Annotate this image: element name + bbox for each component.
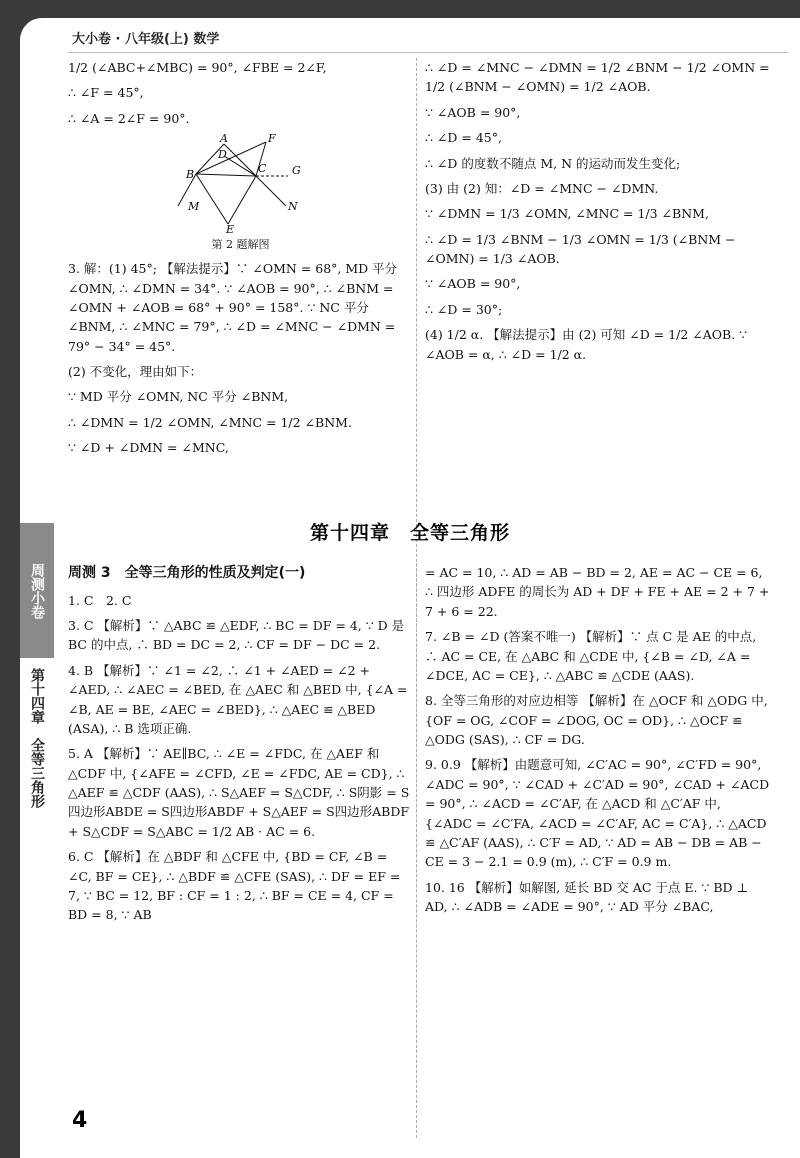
text-line: ∴ ∠D = ∠MNC − ∠DMN = 1/2 ∠BNM − 1/2 ∠OMN = 1/2 (∠BNM − ∠OMN) = 1/2 ∠AOB.: [425, 60, 770, 95]
text-line: ∴ ∠D = 45°,: [425, 130, 502, 146]
label-F: F: [268, 132, 276, 146]
text-line: ∴ ∠D = 30°;: [425, 301, 503, 317]
label-D: D: [218, 148, 227, 162]
answer-item: 7. ∠B = ∠D (答案不唯一) 【解析】∵ 点 C 是 AE 的中点, ∴ AC = CE, 在 △ABC 和 △CDE 中, {∠B = ∠D, ∠A = ∠DCE, AC = CE}, ∴ △ABC ≌ △CDE (AAS).: [425, 629, 757, 683]
text-line: ∴ ∠F = 45°,: [68, 85, 144, 101]
answer-item: 1. C 2. C: [68, 592, 132, 608]
column-divider-bottom: [416, 563, 417, 1123]
text-line: (4) 1/2 α. 【解法提示】由 (2) 可知 ∠D = 1/2 ∠AOB. ∵ ∠AOB = α, ∴ ∠D = 1/2 α.: [425, 327, 748, 362]
answer-item: = AC = 10, ∴ AD = AB − BD = 2, AE = AC − CE = 6, ∴ 四边形 ADFE 的周长为 AD + DF + FE + AE = 2 + 7 + 7 + 6 = 22.: [425, 565, 770, 619]
header-rule: [68, 52, 788, 53]
answer-item: 8. 全等三角形的对应边相等 【解析】在 △OCF 和 △ODG 中, {OF = OG, ∠COF = ∠DOG, OC = OD}, ∴ △OCF ≌ △ODG (SAS), ∴ CF = DG.: [425, 693, 768, 747]
segment-BC: [196, 174, 256, 176]
answer-item: 4. B 【解析】∵ ∠1 = ∠2, ∴ ∠1 + ∠AED = ∠2 + ∠AED, ∴ ∠AEC = ∠BED, 在 △AEC 和 △BED 中, {∠A = ∠B, AE = BE, ∠AEC = ∠BED}, ∴ △AEC ≌ △BED (ASA), ∴ B 选项正确.: [68, 662, 408, 736]
segment-BE: [196, 174, 228, 224]
left-column-top: [68, 58, 413, 464]
text-line: 1/2 (∠ABC+∠MBC) = 90°, ∠FBE = 2∠F,: [68, 60, 327, 75]
chapter-title: 第十四章 全等三角形: [309, 522, 510, 544]
segment-DC: [224, 156, 256, 176]
text-line: ∴ ∠A = 2∠F = 90°.: [68, 110, 190, 126]
segment-BF: [196, 142, 266, 174]
label-C: C: [258, 162, 267, 176]
text-line: 3. 解：(1) 45°; 【解法提示】∵ ∠OMN = 68°, MD 平分 ∠OMN, ∴ ∠DMN = 34°. ∵ ∠AOB = 90°, ∴ ∠BNM = ∠OMN + ∠AOB = 68° + 90° = 158°. ∵ NC 平分 ∠BNM, ∴ ∠MNC = 79°, ∴ ∠D = ∠MNC − ∠DMN = 79° − 34° = 45°.: [68, 261, 398, 354]
label-M: M: [188, 200, 200, 214]
answer-item: 6. C 【解析】在 △BDF 和 △CFE 中, {BD = CF, ∠B = ∠C, BF = CE}, ∴ △BDF ≌ △CFE (SAS), ∴ DF = EF = 7, ∵ BC = 12, BF : CF = 1 : 2, ∴ BF = CE = 4, CF = BD = 8, ∵ AB: [68, 849, 401, 923]
text-line: ∵ ∠AOB = 90°,: [425, 276, 521, 292]
page: [20, 18, 800, 1158]
label-B: B: [186, 168, 195, 182]
answer-item: 10. 16 【解析】如解图, 延长 BD 交 AC 于点 E. ∵ BD ⊥ AD, ∴ ∠ADB = ∠ADE = 90°, ∵ AD 平分 ∠BAC,: [425, 879, 749, 914]
side-tab-series: 周测小卷: [20, 523, 54, 658]
text-line: (3) 由 (2) 知：∠D = ∠MNC − ∠DMN.: [425, 180, 659, 196]
section-title: 周测 3 全等三角形的性质及判定(一): [68, 565, 306, 581]
text-line: ∴ ∠DMN = 1/2 ∠OMN, ∠MNC = 1/2 ∠BNM.: [68, 414, 352, 430]
label-E: E: [226, 223, 235, 237]
answer-item: 3. C 【解析】∵ △ABC ≌ △EDF, ∴ BC = DF = 4, ∵ D 是 BC 的中点, ∴ BD = DC = 2, ∴ CF = DF − DC = 2.: [68, 618, 405, 653]
running-header: 大小卷 · 八年级(上) 数学: [72, 32, 220, 47]
text-line: ∵ ∠AOB = 90°,: [425, 104, 521, 120]
figure-caption: 第 2 题解图: [211, 238, 270, 252]
text-line: ∵ ∠DMN = 1/3 ∠OMN, ∠MNC = 1/3 ∠BNM,: [425, 206, 709, 222]
right-column-top: [425, 58, 770, 370]
label-G: G: [292, 164, 301, 178]
side-tab-chapter: 第十四章 全等三角形: [29, 668, 45, 808]
text-line: (2) 不变化，理由如下：: [68, 364, 203, 380]
text-line: ∴ ∠D 的度数不随点 M, N 的运动而发生变化;: [425, 155, 681, 171]
answer-item: 5. A 【解析】∵ AE∥BC, ∴ ∠E = ∠FDC, 在 △AEF 和 △CDF 中, {∠AFE = ∠CFD, ∠E = ∠FDC, AE = CD}, ∴ △AEF ≌ △CDF (AAS), ∴ S△AEF = S△CDF, ∴ S阴影 = S四边形ABDE = S四边形ABDF + S△AEF = S四边形ABDF + S△CDF = S△ABC = 1/2 AB · AC = 6.: [68, 746, 410, 839]
text-line: ∴ ∠D = 1/3 ∠BNM − 1/3 ∠OMN = 1/3 (∠BNM − ∠OMN) = 1/3 ∠AOB.: [425, 231, 736, 266]
segment-CE: [228, 176, 256, 224]
text-line: ∵ ∠D + ∠DMN = ∠MNC,: [68, 440, 229, 456]
label-N: N: [288, 200, 298, 214]
right-column-bottom: [425, 563, 770, 922]
label-A: A: [220, 132, 228, 146]
page-number: 4: [72, 1108, 88, 1133]
answer-item: 9. 0.9 【解析】由题意可知, ∠C′AC = 90°, ∠C′FD = 90°, ∠ADC = 90°, ∵ ∠CAD + ∠C′AD = 90°, ∠CAD + ∠ACD = 90°, ∴ ∠ACD = ∠C′AF, 在 △ACD 和 △C′AF 中, {∠ADC = ∠C′FA, ∠ACD = ∠C′AF, AC = C′A}, ∴ △ACD ≌ △C′AF (AAS), ∴ C′F = AD, ∵ AD = AB − DB = AB − CE = 3 − 2.1 = 0.9 (m), ∴ C′F = 0.9 m.: [425, 757, 770, 870]
left-column-bottom: [68, 563, 413, 931]
text-line: ∵ MD 平分 ∠OMN, NC 平分 ∠BNM,: [68, 389, 289, 405]
segment-CN: [256, 176, 286, 206]
geometry-figure: [186, 132, 318, 237]
